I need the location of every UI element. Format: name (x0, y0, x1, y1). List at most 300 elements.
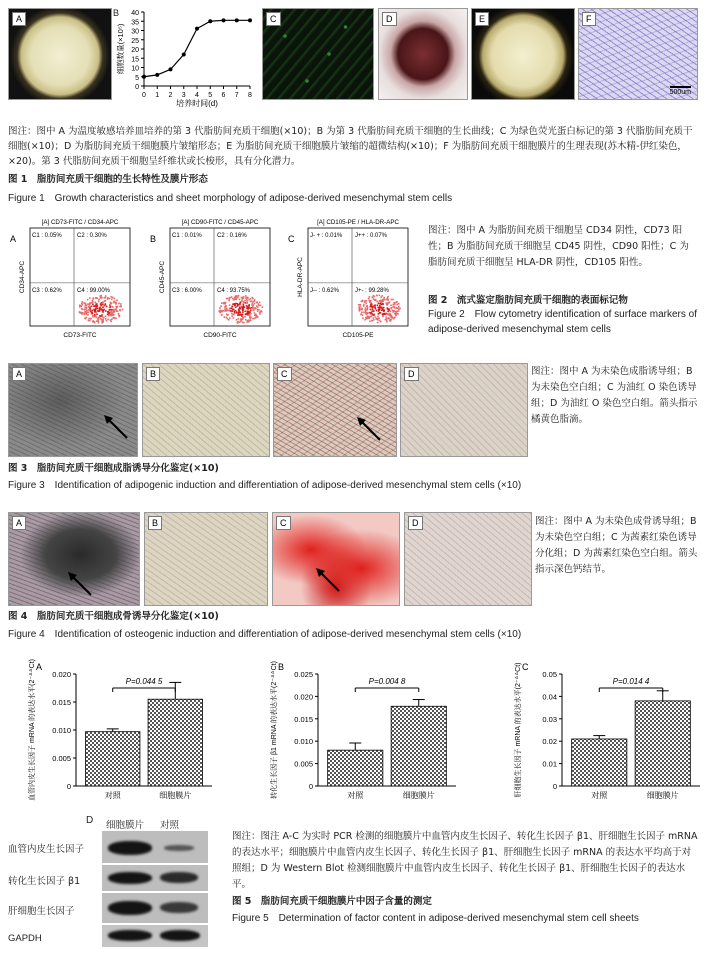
event-dot (376, 310, 378, 312)
quadrant-3-label: C3 : 0.62% (32, 287, 62, 294)
event-dot (373, 314, 375, 316)
y-axis-label: 血管内皮生长因子 mRNA 的表达水平(2⁻ᐞᐞCt) (29, 659, 36, 801)
event-dot (89, 308, 91, 310)
fig4-panel-b (144, 512, 268, 606)
plot-title: [A] CD105-PE / HLA-DR-APC (317, 219, 399, 226)
y-tick-label: 0 (308, 782, 313, 791)
event-dot (242, 322, 244, 324)
event-dot (117, 306, 119, 308)
event-dot (373, 310, 375, 312)
event-dot (370, 312, 372, 314)
event-dot (224, 316, 226, 318)
event-dot (239, 321, 241, 323)
y-axis-label: 转化生长因子 β1 mRNA 的表达水平(2⁻ᐞᐞCt) (271, 661, 278, 799)
quadrant-3-label: C3 : 6.00% (172, 287, 202, 294)
event-dot (228, 299, 230, 301)
event-dot (379, 312, 381, 314)
event-dot (102, 303, 104, 305)
fig1-panel-e-ultrastructure (471, 8, 575, 100)
event-dot (361, 311, 363, 313)
event-dot (229, 297, 231, 299)
event-dot (238, 312, 240, 314)
event-dot (225, 310, 227, 312)
y-tick-label: 0 (66, 782, 71, 791)
y-tick-label: 5 (135, 74, 139, 82)
event-dot (101, 304, 103, 306)
event-dot (248, 320, 250, 322)
y-tick-label: 0.005 (294, 759, 313, 769)
event-dot (112, 306, 114, 308)
event-dot (85, 304, 87, 306)
event-dot (363, 312, 365, 314)
event-dot (122, 309, 124, 311)
event-dot (106, 306, 108, 308)
event-dot (88, 312, 90, 314)
event-dot (250, 301, 252, 303)
event-dot (371, 303, 373, 305)
y-tick-label: 40 (131, 10, 139, 17)
fig4-panel-d (404, 512, 532, 606)
panel-label: B (146, 367, 160, 381)
event-dot (242, 314, 244, 316)
event-dot (250, 298, 252, 300)
event-dot (239, 314, 241, 316)
event-dot (239, 308, 241, 310)
event-dot (250, 320, 252, 322)
event-dot (96, 313, 98, 315)
event-dot (370, 316, 372, 318)
event-dot (260, 310, 262, 312)
event-dot (393, 302, 395, 304)
event-dot (87, 303, 89, 305)
event-dot (380, 301, 382, 303)
arrow-icon (101, 412, 131, 442)
event-dot (80, 312, 82, 314)
event-dot (235, 306, 237, 308)
event-dot (231, 311, 233, 313)
event-dot (227, 318, 229, 320)
event-dot (256, 315, 258, 317)
fig5-bar-charts (0, 658, 706, 808)
event-dot (96, 297, 98, 299)
panel-label: A (12, 12, 26, 26)
event-dot (102, 306, 104, 308)
y-tick-label: 0.010 (294, 737, 313, 747)
bar-charts-svg (0, 658, 706, 808)
event-dot (254, 312, 256, 314)
x-tick-label: 6 (221, 92, 226, 99)
event-dot (98, 321, 100, 323)
event-dot (97, 310, 99, 312)
panel-label: A (12, 367, 26, 381)
event-dot (220, 312, 222, 314)
x-axis-label: CD105-PE (342, 332, 374, 339)
event-dot (397, 311, 399, 313)
event-dot (363, 304, 365, 306)
arrow-icon (354, 414, 384, 444)
event-dot (382, 300, 384, 302)
event-dot (240, 319, 242, 321)
event-dot (231, 296, 233, 298)
event-dot (114, 298, 116, 300)
event-dot (257, 309, 259, 311)
event-dot (246, 299, 248, 301)
event-dot (227, 314, 229, 316)
event-dot (396, 307, 398, 309)
event-dot (373, 319, 375, 321)
panel-label: C (522, 662, 529, 672)
event-dot (381, 307, 383, 309)
data-point (222, 18, 226, 22)
event-dot (98, 299, 100, 301)
event-dot (236, 311, 238, 313)
event-dot (387, 308, 389, 310)
event-dot (102, 316, 104, 318)
event-dot (245, 297, 247, 299)
panel-label: D (382, 12, 397, 26)
event-dot (104, 301, 106, 303)
event-dot (247, 302, 249, 304)
x-tick-label: 细胞膜片 (402, 791, 435, 800)
event-dot (392, 299, 394, 301)
event-dot (242, 309, 244, 311)
y-tick-label: 0.015 (52, 698, 71, 707)
event-dot (250, 309, 252, 311)
event-dot (107, 313, 109, 315)
arrow-icon (313, 565, 343, 595)
quadrant-4-label: J+- : 99.28% (355, 287, 389, 294)
wb-band (108, 930, 152, 941)
event-dot (382, 299, 384, 301)
fig1-panel-f-he-stain (578, 8, 698, 100)
panel-label: A (12, 516, 26, 530)
event-dot (103, 309, 105, 311)
y-tick-label: 0.05 (542, 670, 557, 679)
wb-col-sheet: 细胞膜片 (106, 820, 145, 831)
event-dot (98, 322, 100, 324)
event-dot (110, 302, 112, 304)
event-dot (245, 302, 247, 304)
x-tick-label: 5 (208, 92, 213, 99)
event-dot (375, 316, 377, 318)
event-dot (229, 308, 231, 310)
event-dot (96, 320, 98, 322)
event-dot (374, 306, 376, 308)
event-dot (390, 307, 392, 309)
panel-label: B (113, 8, 120, 18)
event-dot (79, 305, 81, 307)
arrow-icon (65, 569, 95, 599)
fig2-title-cn: 图 2 流式鉴定脂肪间充质干细胞的表面标记物 (428, 295, 628, 306)
event-dot (235, 298, 237, 300)
event-dot (105, 303, 107, 305)
event-dot (251, 304, 253, 306)
event-dot (95, 297, 97, 299)
wb-strip (102, 831, 208, 863)
event-dot (98, 301, 100, 303)
fig1-growth-curve (114, 6, 256, 108)
y-axis-label: 肝细胞生长因子 mRNA 的表达水平(2⁻ᐞᐞCt) (515, 662, 522, 798)
y-axis-label: HLA-DR-APC (297, 257, 304, 297)
fig3-note: 图注：图中 A 为未染色成脂诱导组；B 为未染色空白组；C 为油红 O 染色诱导组；D 为油红 O 染色空白组。箭头指示橘黄色脂滴。 (531, 366, 698, 425)
event-dot (116, 310, 118, 312)
event-dot (119, 310, 121, 312)
event-dot (85, 312, 87, 314)
event-dot (90, 318, 92, 320)
event-dot (370, 305, 372, 307)
event-dot (219, 310, 221, 312)
event-dot (393, 306, 395, 308)
event-dot (262, 306, 264, 308)
event-dot (254, 300, 256, 302)
fig4-note: 图注：图中 A 为未染色成骨诱导组；B 为未染色空白组；C 为茜素红染色诱导分化组；D 为茜素红染色空白组。箭头指示深色钙结节。 (535, 516, 698, 575)
x-tick-label: 7 (234, 92, 239, 99)
wb-strip (102, 925, 208, 947)
event-dot (239, 304, 241, 306)
event-dot (382, 303, 384, 305)
event-dot (98, 317, 100, 319)
event-dot (101, 308, 103, 310)
y-tick-label: 0.020 (52, 670, 71, 679)
fig1-title-cn: 图 1 脂肪间充质干细胞的生长特性及膜片形态 (8, 174, 208, 185)
event-dot (377, 322, 379, 324)
event-dot (116, 300, 118, 302)
event-dot (246, 300, 248, 302)
event-dot (109, 298, 111, 300)
event-dot (383, 310, 385, 312)
event-dot (92, 310, 94, 312)
event-dot (379, 295, 381, 297)
event-dot (89, 297, 91, 299)
event-dot (232, 314, 234, 316)
fig3-panel-b (142, 363, 270, 457)
event-dot (229, 304, 231, 306)
x-tick-label: 2 (168, 92, 173, 99)
event-dot (91, 306, 93, 308)
event-dot (103, 317, 105, 319)
event-dot (111, 309, 113, 311)
event-dot (94, 305, 96, 307)
event-dot (379, 320, 381, 322)
event-dot (79, 311, 81, 313)
data-point (169, 67, 173, 71)
panel-label: A (36, 662, 43, 672)
event-dot (249, 311, 251, 313)
quadrant-3-label: J-- : 0.62% (310, 287, 340, 294)
event-dot (364, 301, 366, 303)
event-dot (95, 308, 97, 310)
y-axis-label: CD45-APC (159, 260, 166, 294)
event-dot (365, 310, 367, 312)
bar (86, 732, 140, 786)
event-dot (396, 304, 398, 306)
quadrant-2-label: C2 : 0.16% (217, 233, 247, 239)
y-tick-label: 0.005 (52, 754, 71, 763)
panel-label: F (582, 12, 596, 26)
wb-band (160, 902, 198, 913)
event-dot (105, 316, 107, 318)
event-dot (255, 317, 257, 319)
quadrant-4-label: C4 : 99.00% (77, 287, 111, 294)
event-dot (360, 304, 362, 306)
event-dot (245, 319, 247, 321)
y-tick-label: 0.020 (294, 692, 313, 702)
event-dot (358, 304, 360, 306)
event-dot (378, 308, 380, 310)
event-dot (248, 304, 250, 306)
fig4-title-cn: 图 4 脂肪间充质干细胞成骨诱导分化鉴定(×10) (8, 611, 219, 622)
bar (148, 699, 202, 786)
event-dot (365, 317, 367, 319)
event-dot (386, 320, 388, 322)
event-dot (239, 299, 241, 301)
event-dot (258, 309, 260, 311)
plot-title: [A] CD90-FITC / CD45-APC (181, 219, 259, 226)
event-dot (243, 301, 245, 303)
event-dot (89, 302, 91, 304)
event-dot (86, 317, 88, 319)
event-dot (259, 302, 261, 304)
event-dot (102, 301, 104, 303)
event-dot (79, 306, 81, 308)
event-dot (377, 307, 379, 309)
y-tick-label: 0.025 (294, 670, 313, 679)
event-dot (232, 306, 234, 308)
panel-label: D (408, 516, 423, 530)
event-dot (368, 316, 370, 318)
event-dot (113, 317, 115, 319)
x-tick-label: 细胞膜片 (646, 791, 679, 800)
event-dot (82, 301, 84, 303)
event-dot (257, 316, 259, 318)
event-dot (237, 314, 239, 316)
p-value: P=0.044 5 (125, 677, 163, 686)
event-dot (376, 301, 378, 303)
event-dot (87, 314, 89, 316)
x-tick-label: 对照 (591, 791, 608, 800)
event-dot (362, 317, 364, 319)
panel-label: B (278, 662, 285, 672)
p-value: P=0.004 8 (368, 677, 406, 686)
scale-bar: 500um (669, 89, 691, 96)
event-dot (365, 303, 367, 305)
event-dot (231, 313, 233, 315)
event-dot (94, 315, 96, 317)
event-dot (382, 315, 384, 317)
event-dot (394, 303, 396, 305)
event-dot (120, 303, 122, 305)
event-dot (393, 318, 395, 320)
fig2-note: 图注：图中 A 为脂肪间充质干细胞呈 CD34 阴性，CD73 阳性；B 为脂肪间充质干细胞呈 CD45 阴性，CD90 阳性；C 为脂肪间充质干细胞呈 HLA-DR 阴性，CD105 阳性。 (428, 225, 689, 268)
y-tick-label: 0.04 (542, 692, 557, 702)
event-dot (95, 316, 97, 318)
x-axis-label: CD90-FITC (203, 332, 237, 339)
fig5-title-en: Figure 5 Determination of factor content in adipose-derived mesenchymal stem cell sheets (232, 913, 639, 924)
event-dot (238, 309, 240, 311)
event-dot (84, 309, 86, 311)
y-tick-label: 20 (131, 47, 139, 54)
event-dot (234, 297, 236, 299)
wb-band (108, 872, 152, 884)
event-dot (256, 302, 258, 304)
event-dot (81, 308, 83, 310)
y-tick-label: 0.02 (542, 737, 557, 747)
event-dot (373, 317, 375, 319)
event-dot (89, 306, 91, 308)
event-dot (388, 310, 390, 312)
x-tick-label: 0 (142, 92, 146, 99)
event-dot (244, 300, 246, 302)
event-dot (91, 302, 93, 304)
event-dot (222, 310, 224, 312)
data-point (235, 18, 239, 22)
panel-label: D (86, 815, 94, 826)
event-dot (107, 297, 109, 299)
event-dot (369, 302, 371, 304)
event-dot (242, 311, 244, 313)
y-tick-label: 0.010 (52, 726, 71, 735)
event-dot (391, 315, 393, 317)
event-dot (399, 308, 401, 310)
event-dot (118, 303, 120, 305)
event-dot (392, 310, 394, 312)
event-dot (245, 295, 247, 297)
event-dot (372, 306, 374, 308)
fig1-panel-c-fluorescence (262, 8, 374, 100)
event-dot (377, 304, 379, 306)
event-dot (254, 303, 256, 305)
wb-row-label: 血管内皮生长因子 (8, 844, 85, 855)
event-dot (248, 312, 250, 314)
event-dot (221, 314, 223, 316)
event-dot (384, 313, 386, 315)
x-tick-label: 对照 (104, 791, 121, 800)
event-dot (224, 308, 226, 310)
y-tick-label: 25 (131, 37, 139, 45)
panel-label: A (10, 234, 17, 244)
event-dot (396, 301, 398, 303)
event-dot (110, 296, 112, 298)
event-dot (259, 313, 261, 315)
quadrant-2-label: C2 : 0.30% (77, 233, 107, 239)
event-dot (389, 302, 391, 304)
y-tick-label: 10 (131, 65, 139, 73)
x-tick-label: 8 (248, 92, 252, 99)
event-dot (362, 314, 364, 316)
quadrant-1-label: J- + : 0.01% (310, 233, 343, 239)
event-dot (102, 319, 104, 321)
event-dot (366, 313, 368, 315)
event-dot (386, 299, 388, 301)
y-tick-label: 0.015 (294, 714, 313, 724)
event-dot (240, 321, 242, 323)
event-dot (387, 318, 389, 320)
plot-title: [A] CD73-FITC / CD34-APC (41, 219, 119, 226)
x-tick-label: 3 (181, 92, 186, 99)
event-dot (386, 318, 388, 320)
event-dot (380, 297, 382, 299)
event-dot (229, 317, 231, 319)
event-dot (392, 311, 394, 313)
fig4-panel-a (8, 512, 140, 606)
event-dot (236, 295, 238, 297)
data-point (182, 53, 186, 57)
event-dot (246, 313, 248, 315)
event-dot (374, 296, 376, 298)
x-tick-label: 细胞膜片 (159, 791, 192, 800)
event-dot (242, 306, 244, 308)
event-dot (246, 321, 248, 323)
